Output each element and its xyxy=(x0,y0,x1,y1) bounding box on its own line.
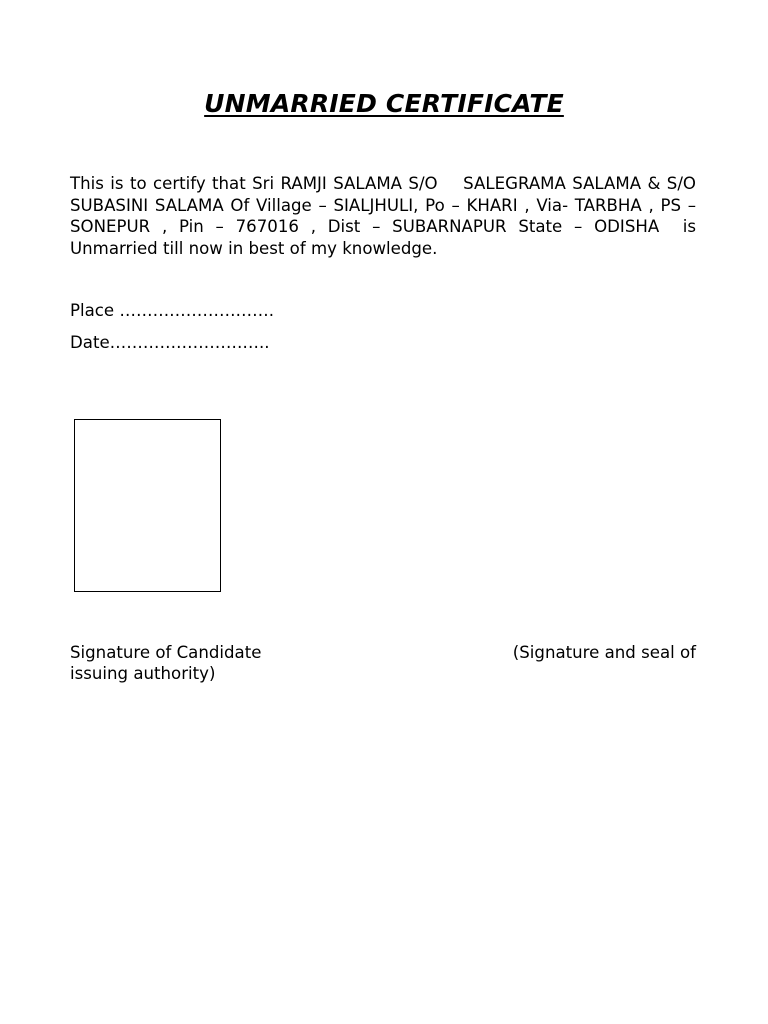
signature-row xyxy=(70,642,696,663)
authority-signature-label: (Signature and seal of xyxy=(512,643,696,662)
place-field: Place ………………………. xyxy=(70,301,275,320)
certificate-title: UNMARRIED CERTIFICATE xyxy=(204,89,564,118)
signature-block xyxy=(70,642,696,684)
authority-signature-label-continued: issuing authority) xyxy=(70,664,216,683)
photo-box xyxy=(74,419,221,592)
candidate-signature-label: Signature of Candidate xyxy=(70,643,262,662)
certificate-body: This is to certify that Sri RAMJI SALAMA S/O SALEGRAMA SALAMA & S/O SUBASINI SALAMA Of Village – SIALJHULI, Po – KHARI , Via- TARBHA , PS – SONEPUR , Pin – 767016 , Dist – SUBARNAPUR State – ODISHA is Unmarried till now in best of my knowledge. xyxy=(70,174,702,258)
date-field: Date……………………….. xyxy=(70,333,270,352)
